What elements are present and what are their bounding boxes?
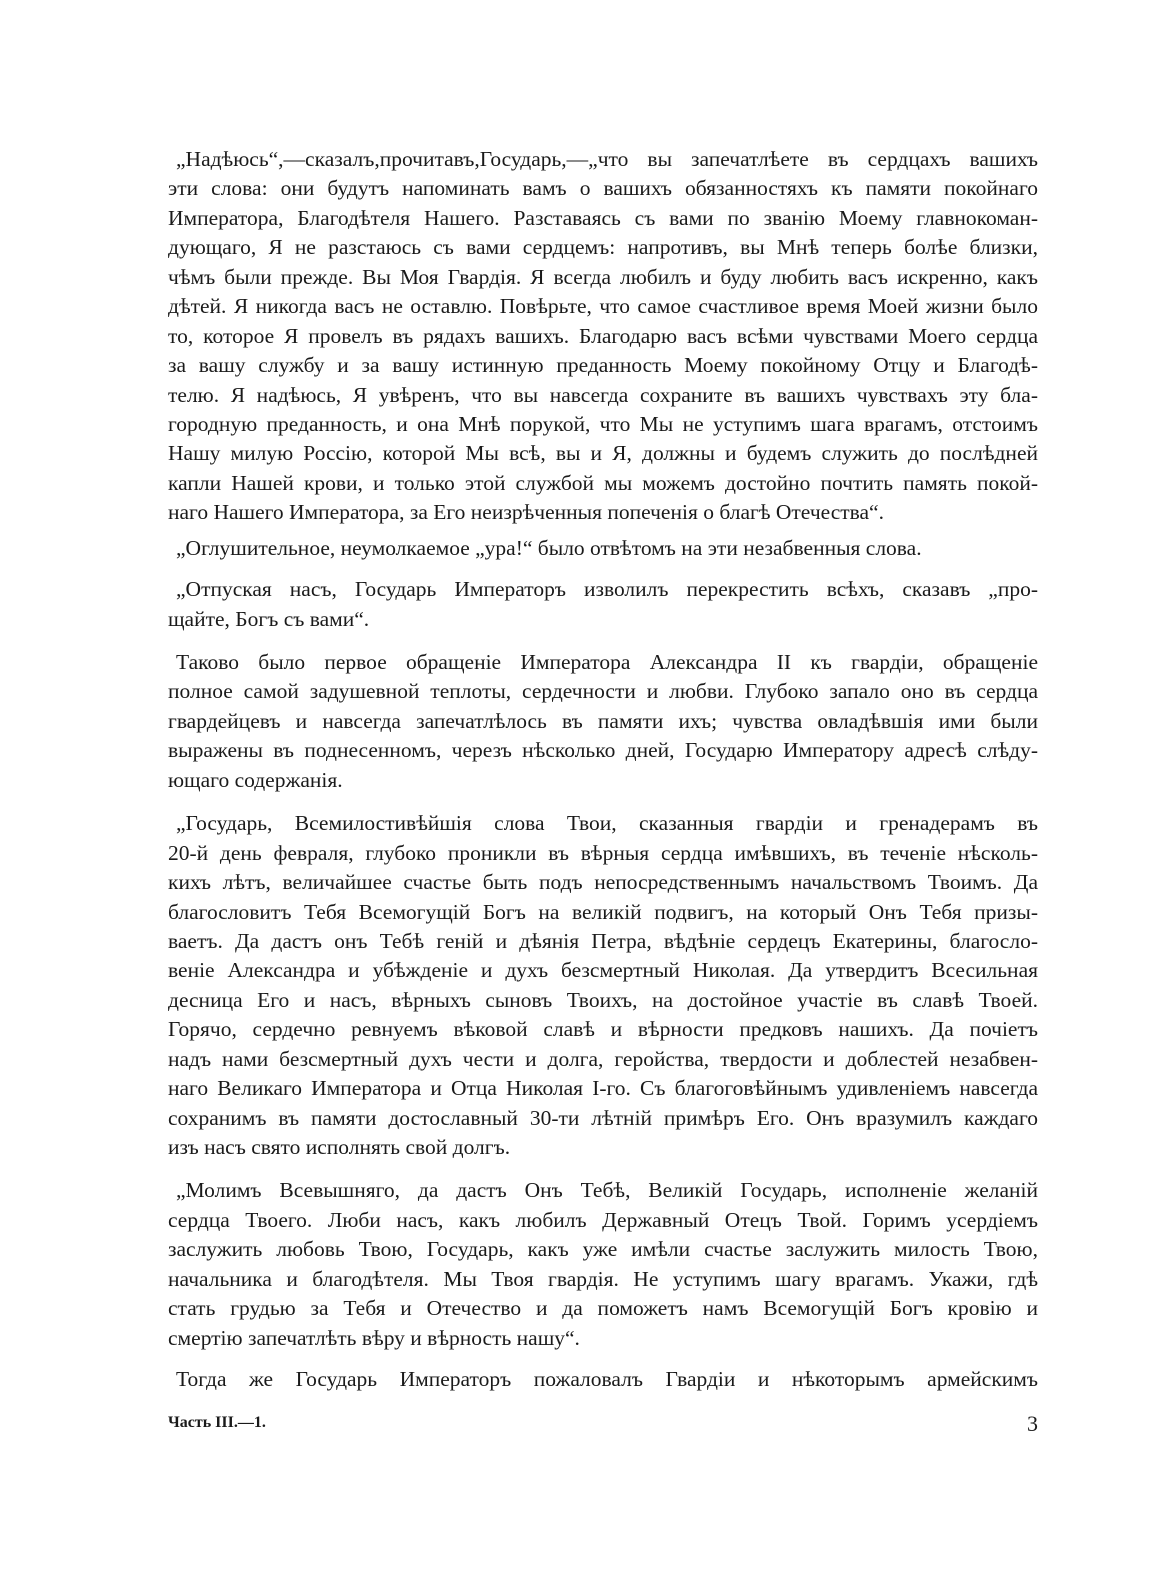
text-line: наго Великаго Императора и Отца Николая I-го. Съ благоговѣйнымъ удивленіемъ навсегда [168,1076,1038,1101]
text-line: сердца Твоего. Люби насъ, какъ любилъ Державный Отецъ Твой. Горимъ усердіемъ [168,1207,1038,1232]
text-line: стать грудью за Тебя и Отечество и да поможетъ намъ Всемогущій Богъ кровію и [168,1296,1038,1321]
text-line: смертію запечатлѣть вѣру и вѣрность нашу“. [168,1325,580,1350]
text-line: полное самой задушевной теплоты, сердечности и любви. Глубоко запало оно въ сердца [168,679,1038,704]
text-line: дующаго, Я не разстаюсь съ вами сердцемъ: напротивъ, вы Мнѣ теперь болѣе близки, [168,235,1038,260]
text-line: 20-й день февраля, глубоко проникли въ вѣрныя сердца имѣвшихъ, въ теченіе нѣсколь- [168,840,1038,865]
paragraph [168,1176,1038,1353]
paragraph [168,648,1038,795]
text-line: заслужить любовь Твою, Государь, какъ уже имѣли счастье заслужить милость Твою, [168,1237,1038,1262]
text-line: „Оглушительное, неумолкаемое „ура!“ было отвѣтомъ на эти незабвенныя слова. [176,535,922,560]
text-line: Тогда же Государь Императоръ пожаловалъ Гвардіи и нѣкоторымъ армейскимъ [176,1367,1038,1392]
text-line: сохранимъ въ памяти достославный 30-ти лѣтній примѣръ Его. Онъ вразумилъ каждаго [168,1105,1038,1130]
text-line: ваетъ. Да дастъ онъ Тебѣ геній и дѣянія Петра, вѣдѣніе сердецъ Екатерины, благосло- [168,928,1038,953]
text-line: „Отпуская насъ, Государь Императоръ изволилъ перекрестить всѣхъ, сказавъ „про- [176,577,1038,602]
text-line: наго Нашего Императора, за Его неизрѣченныя попеченія о благѣ Отечества“. [168,500,884,525]
paragraph [168,145,1038,528]
text-line: десница Его и насъ, вѣрныхъ сыновъ Твоихъ, на достойное участіе въ славѣ Твоей. [168,987,1038,1012]
text-line: веніе Александра и убѣжденіе и духъ безсмертный Николая. Да утвердитъ Всесильная [168,958,1038,983]
page-footer [168,1411,1038,1440]
paragraph [168,809,1038,1162]
text-line: гвардейцевъ и навсегда запечатлѣлось въ памяти ихъ; чувства овладѣвшія ими были [168,708,1038,733]
text-line: надъ нами безсмертный духъ чести и долга, геройства, твердости и доблестей незабвен- [168,1046,1038,1071]
text-line: „Молимъ Всевышняго, да дастъ Онъ Тебѣ, Великій Государь, исполненіе желаній [176,1178,1038,1203]
paragraph [168,575,1038,634]
text-line: дѣтей. Я никогда васъ не оставлю. Повѣрьте, что самое счастливое время Моей жизни было [168,294,1038,319]
text-line: Императора, Благодѣтеля Нашего. Разставаясь съ вами по званію Моему главнокоман- [168,205,1038,230]
paragraph [168,534,1038,563]
text-line: то, которое Я провелъ въ рядахъ вашихъ. Благодарю васъ всѣми чувствами Моего сердца [168,323,1038,348]
text-line: начальника и благодѣтеля. Мы Твоя гвардія. Не уступимъ шагу врагамъ. Укажи, гдѣ [168,1266,1038,1291]
text-line: изъ насъ свято исполнять свой долгъ. [168,1135,511,1159]
text-line: Нашу милую Россію, которой Мы всѣ, вы и Я, должны и будемъ служить до послѣдней [168,441,1038,466]
part-label: Часть III.—1. [168,1414,266,1431]
text-line: щайте, Богъ съ вами“. [168,606,370,631]
text-line: чѣмъ были прежде. Вы Моя Гвардія. Я всегда любилъ и буду любить васъ искренно, какъ [168,264,1038,289]
text-line: эти слова: они будутъ напоминать вамъ о вашихъ обязанностяхъ къ памяти покойнаго [168,176,1038,201]
text-line: „Государь, Всемилостивѣйшія слова Твои, сказанныя гвардіи и гренадерамъ въ [176,811,1038,836]
text-line: „Надѣюсь“,—сказалъ,прочитавъ,Государь,—„что вы запечатлѣете въ сердцахъ вашихъ [176,147,1038,171]
text-line: городную преданность, и она Мнѣ порукой, что Мы не уступимъ шага врагамъ, отстоимъ [168,411,1038,436]
paragraph [168,1365,1038,1394]
page-body [168,145,1038,1395]
text-line: кихъ лѣтъ, величайшее счастье быть подъ непосредственнымъ начальствомъ Твоимъ. Да [168,870,1038,895]
text-line: телю. Я надѣюсь, Я увѣренъ, что вы навсегда сохраните въ вашихъ чувствахъ эту бла- [168,382,1038,407]
text-line: благословитъ Тебя Всемогущій Богъ на великій подвигъ, на который Онъ Тебя призы- [168,899,1038,924]
text-line: капли Нашей крови, и только этой службой мы можемъ достойно почтить память покой- [168,470,1038,495]
text-line: Горячо, сердечно ревнуемъ вѣковой славѣ и вѣрности предковъ нашихъ. Да почіетъ [168,1017,1038,1042]
text-line: ющаго содержанія. [168,767,343,792]
page-number: 3 [1027,1411,1038,1436]
text-line: за вашу службу и за вашу истинную преданность Моему покойному Отцу и Благодѣ- [168,353,1038,378]
text-line: выражены въ поднесенномъ, черезъ нѣсколько дней, Государю Императору адресѣ слѣду- [168,738,1038,763]
text-line: Таково было первое обращеніе Императора Александра II къ гвардіи, обращеніе [176,650,1038,674]
